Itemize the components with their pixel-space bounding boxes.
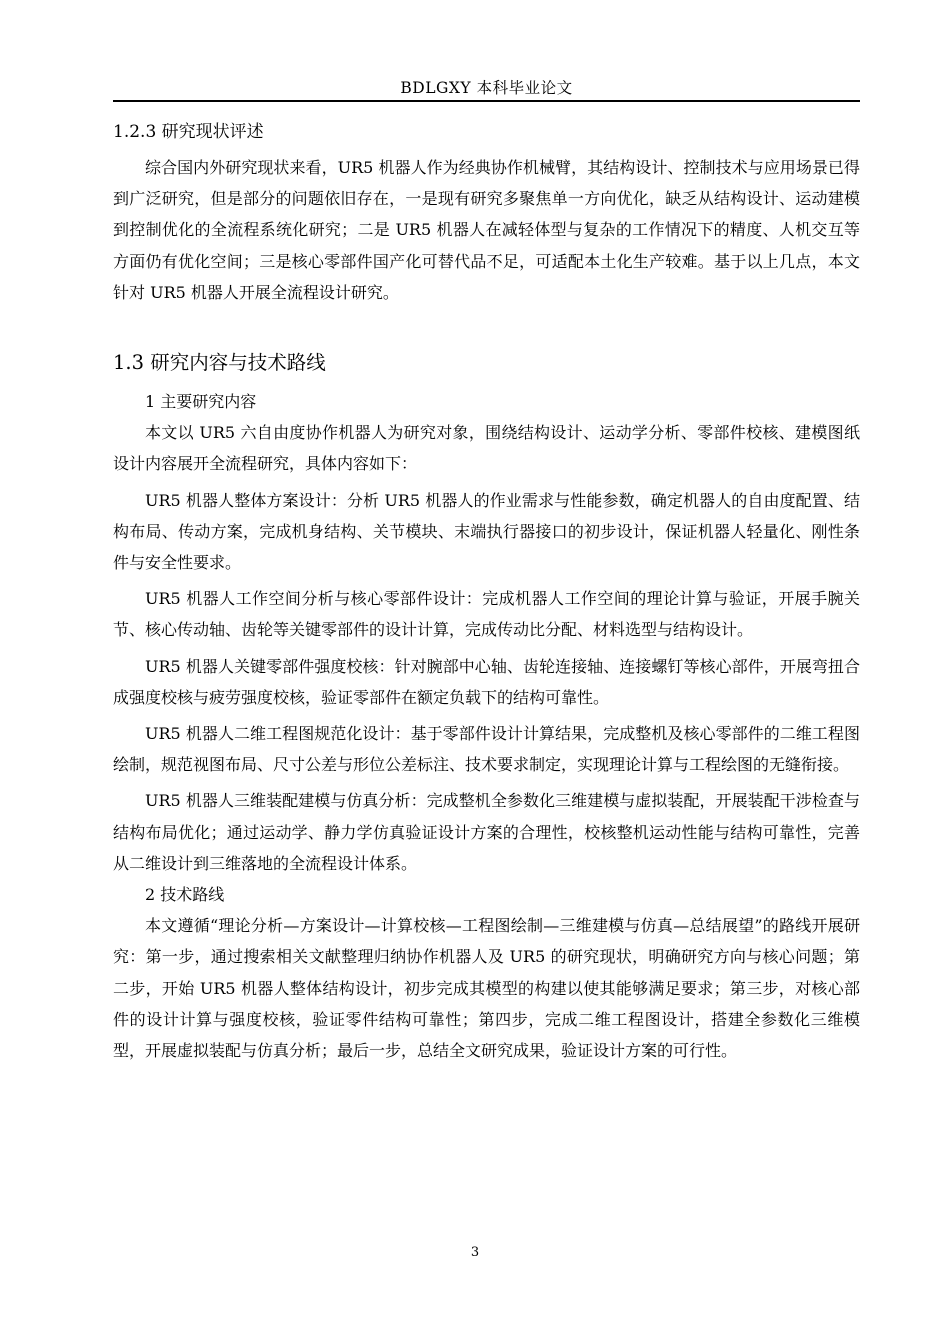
content-item-1: UR5 机器人整体方案设计：分析 UR5 机器人的作业需求与性能参数，确定机器人的自由度配置、结构布局、传动方案，完成机身结构、关节模块、末端执行器接口的初步设计，保证机器人轻量化、刚性条件与安全性要求。 (113, 490, 860, 573)
running-header: BDLGXY 本科毕业论文 (400, 79, 573, 97)
content-item-3: UR5 机器人关键零部件强度校核：针对腕部中心轴、齿轮连接轴、连接螺钉等核心部件，开展弯扭合成强度校核与疲劳强度校核，验证零部件在额定负载下的结构可靠性。 (113, 656, 860, 707)
content-item-2: UR5 机器人工作空间分析与核心零部件设计：完成机器人工作空间的理论计算与验证，开展手腕关节、核心传动轴、齿轮等关键零部件的设计计算，完成传动比分配、材料选型与结构设计。 (113, 589, 860, 640)
section-heading-1-3: 1.3 研究内容与技术路线 (113, 351, 326, 375)
page-number: 3 (470, 1245, 480, 1260)
page-body (113, 118, 860, 1066)
content-item-5: UR5 机器人三维装配建模与仿真分析：完成整机全参数化三维建模与虚拟装配，开展装配干涉检查与结构布局优化；通过运动学、静力学仿真验证设计方案的合理性，校核整机运动性能与结构可靠性，完善从二维设计到三维落地的全流程设计体系。 (113, 791, 860, 873)
content-intro-paragraph: 本文以 UR5 六自由度协作机器人为研究对象，围绕结构设计、运动学分析、零部件校核、建模图纸设计内容展开全流程研究，具体内容如下： (113, 423, 860, 474)
subheading-technical-route: 2 技术路线 (145, 885, 225, 905)
content-item-4: UR5 机器人二维工程图规范化设计：基于零部件设计计算结果，完成整机及核心零部件的二维工程图绘制，规范视图布局、尺寸公差与形位公差标注、技术要求制定，实现理论计算与工程绘图的无缝衔接。 (113, 724, 860, 775)
review-paragraph: 综合国内外研究现状来看，UR5 机器人作为经典协作机械臂，其结构设计、控制技术与应用场景已得到广泛研究，但是部分的问题依旧存在，一是现有研究多聚焦单一方向优化，缺乏从结构设计、运动建模到控制优化的全流程系统化研究；二是 UR5 机器人在减轻体型与复杂的工作情况下的精度、人机交互等方面仍有优化空间；三是核心零部件国产化可替代品不足，可适配本土化生产较难。基于以上几点，本文针对 UR5 机器人开展全流程设计研究。 (113, 158, 860, 302)
header-rule (113, 100, 860, 102)
section-heading-1-2-3: 1.2.3 研究现状评述 (113, 122, 264, 142)
subheading-main-content: 1 主要研究内容 (145, 392, 257, 412)
technical-route-paragraph: 本文遵循“理论分析—方案设计—计算校核—工程图绘制—三维建模与仿真—总结展望”的路线开展研究：第一步，通过搜索相关文献整理归纳协作机器人及 UR5 的研究现状，明确研究方向与核心问题；第二步，开始 UR5 机器人整体结构设计，初步完成其模型的构建以使其能够满足要求；第三步，对核心部件的设计计算与强度校核，验证零件结构可靠性；第四步，完成二维工程图设计，搭建全参数化三维模型，开展虚拟装配与仿真分析；最后一步，总结全文研究成果，验证设计方案的可行性。 (113, 916, 860, 1061)
